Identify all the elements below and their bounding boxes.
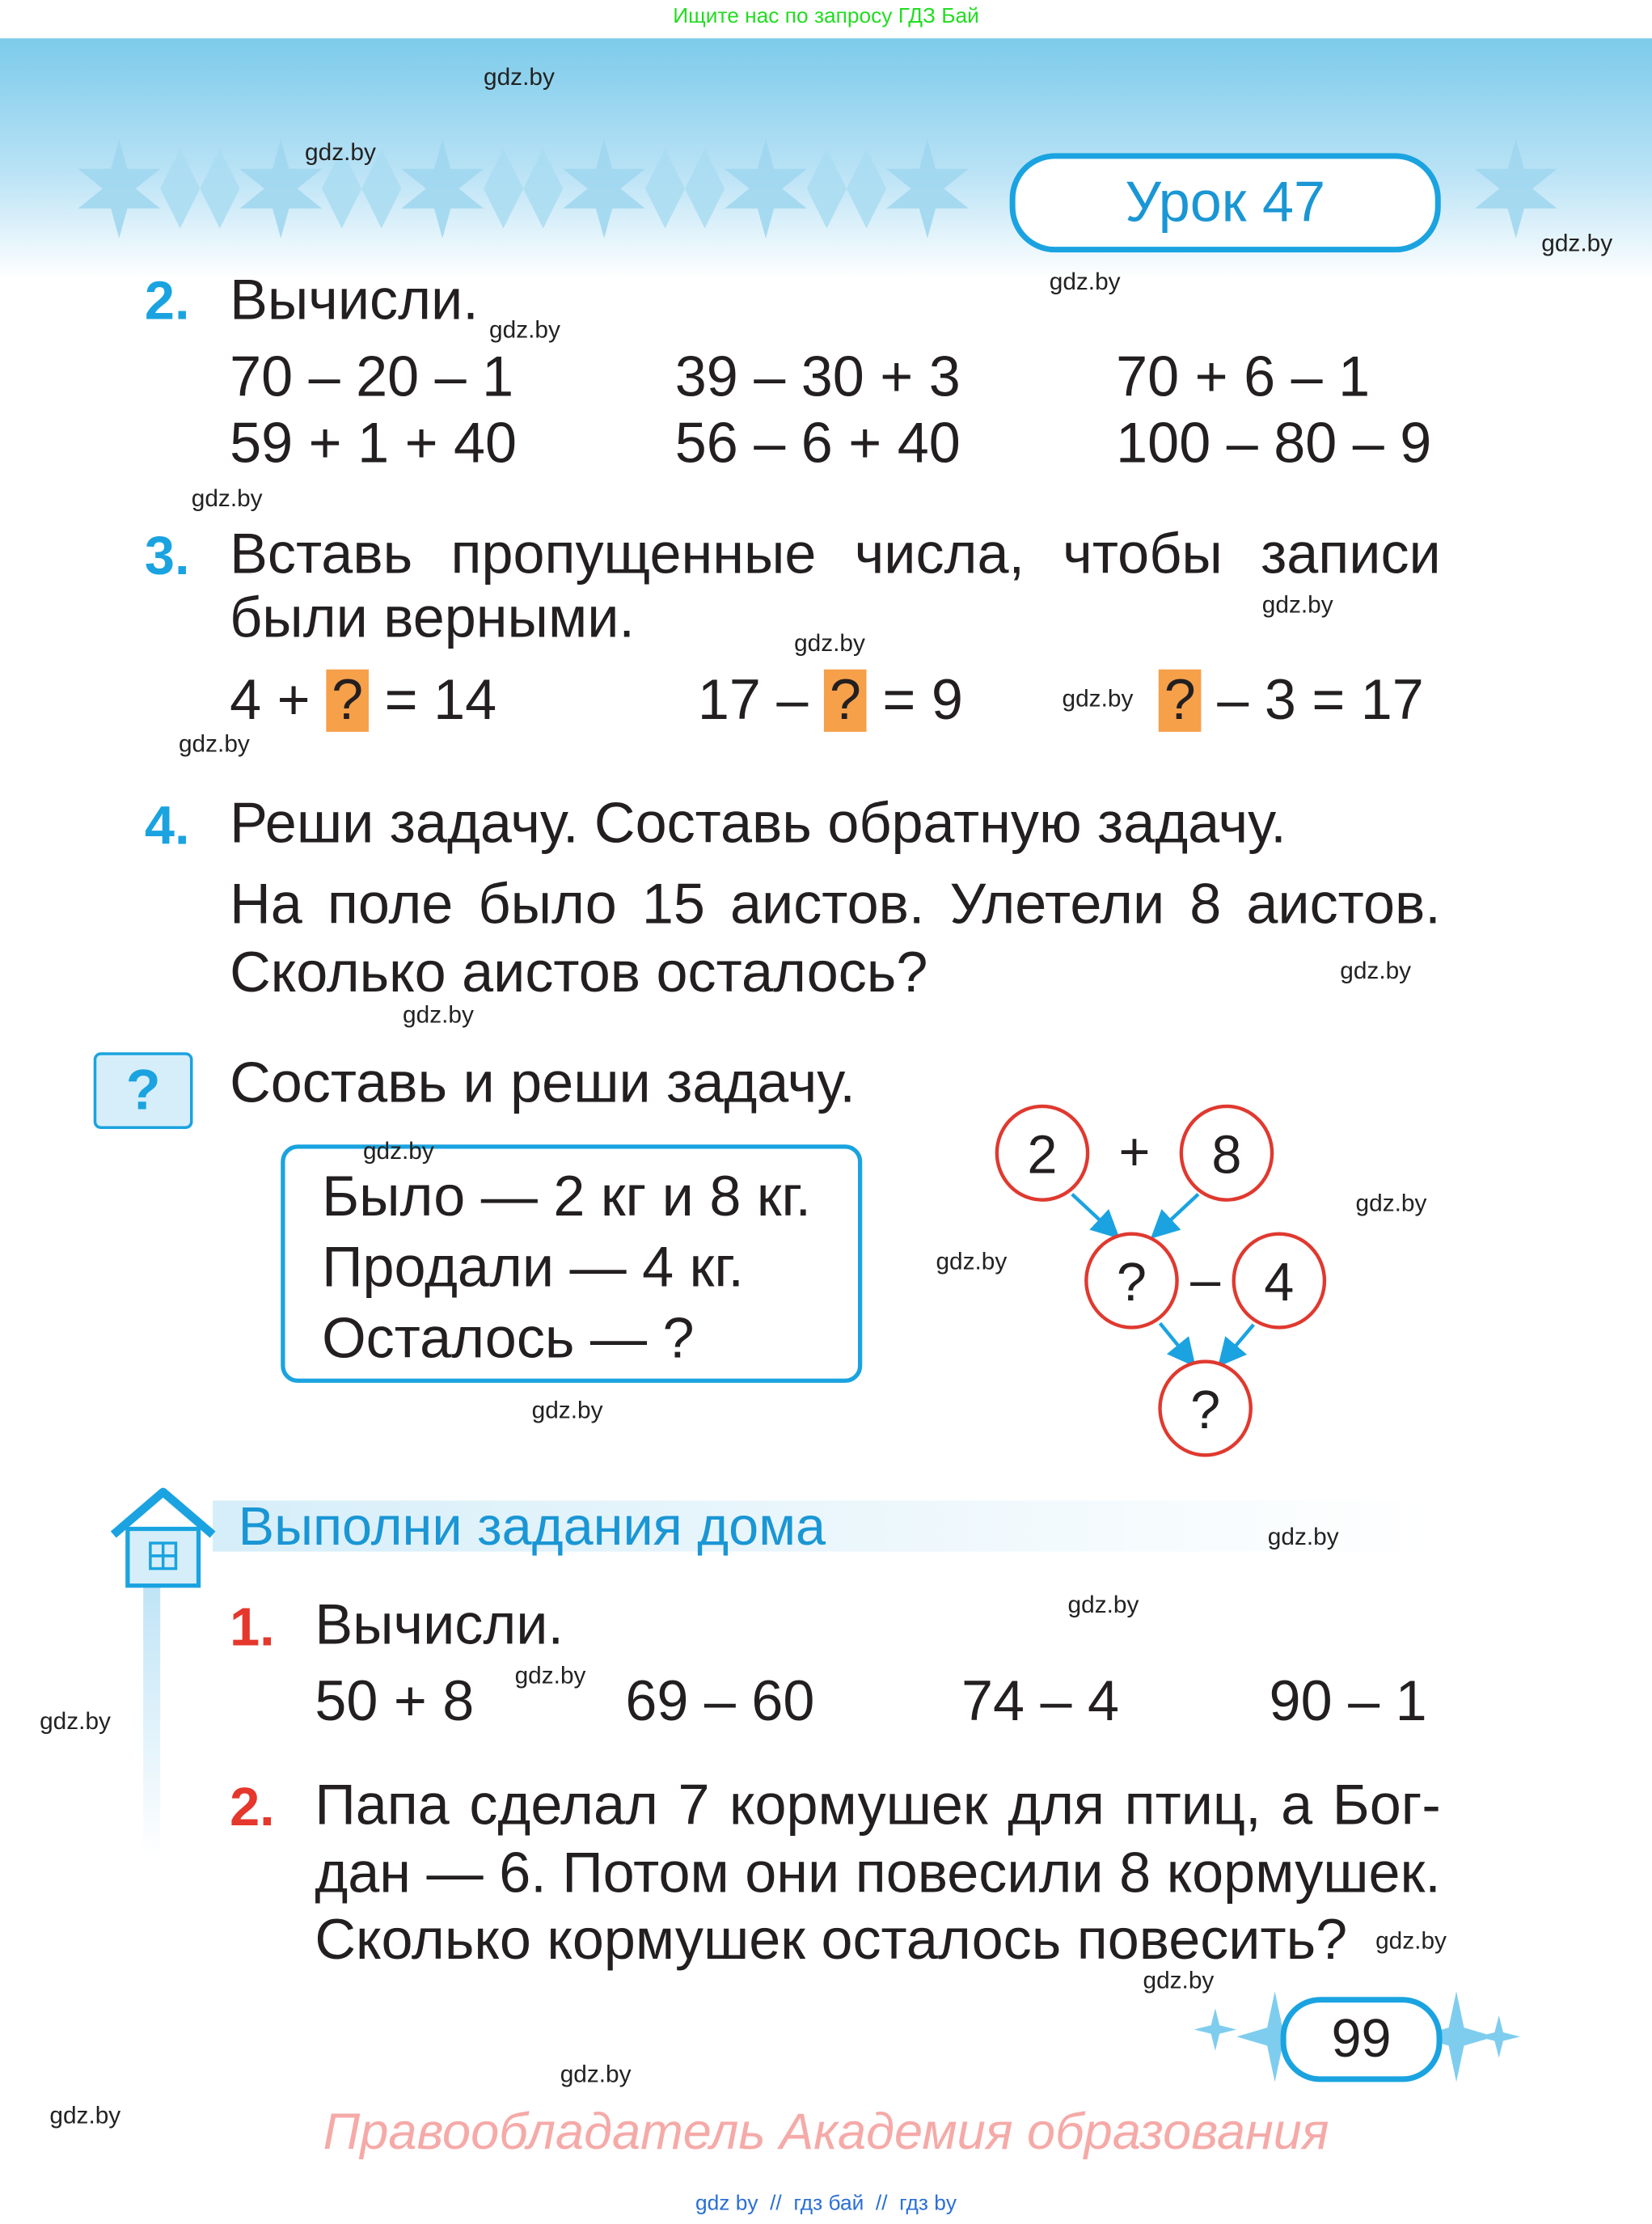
home-task1-title: Вычисли. (315, 1594, 564, 1657)
watermark: gdz.by (178, 730, 250, 758)
watermark: gdz.by (403, 1001, 474, 1029)
word: числа, (854, 523, 1025, 586)
watermark: gdz.by (1340, 957, 1412, 985)
lesson-badge: Урок 47 (1010, 153, 1441, 252)
watermark: gdz.by (1541, 230, 1613, 257)
watermark: gdz.by (1049, 268, 1121, 295)
task2-number: 2. (144, 272, 190, 332)
expr: 74 – 4 (961, 1670, 1120, 1734)
expr: 90 – 1 (1269, 1670, 1427, 1734)
watermark: gdz.by (305, 138, 376, 167)
eq-part: 17 – (697, 669, 824, 732)
expr: 56 – 6 + 40 (674, 412, 961, 476)
expr: 39 – 30 + 3 (674, 345, 961, 409)
home-task2-line: дан — 6. Потом они повесили 8 кормушек. (315, 1842, 1441, 1905)
eq-part: = 14 (369, 669, 497, 732)
node-result: ? (1190, 1380, 1221, 1440)
watermark: gdz.by (1355, 1190, 1427, 1217)
condition-box (281, 1144, 862, 1383)
arrow (1072, 1194, 1115, 1234)
watermark: gdz.by (362, 1137, 434, 1165)
expr: 50 + 8 (315, 1670, 475, 1734)
watermark: gdz.by (1143, 1967, 1215, 1994)
arrow (1156, 1194, 1198, 1234)
op-minus: – (1190, 1249, 1221, 1310)
snowflake-icon (1477, 2015, 1520, 2058)
op-plus: + (1118, 1122, 1151, 1182)
task4-line2: Сколько аистов осталось? (230, 941, 928, 1004)
snowflake-icon (1194, 2008, 1237, 2051)
task2-title: Вычисли. (230, 269, 479, 332)
expr: 70 + 6 – 1 (1116, 345, 1371, 409)
ornament-row (78, 139, 968, 239)
watermark: gdz.by (560, 2061, 632, 2088)
watermark: gdz.by (936, 1248, 1008, 1275)
top-banner[interactable]: Ищите нас по запросу ГДЗ Бай (673, 4, 979, 29)
watermark: gdz.by (794, 629, 865, 657)
word: пропущенные (450, 523, 817, 586)
word: Вставь (230, 523, 413, 586)
node-mid: ? (1116, 1253, 1147, 1313)
task-q-title: Составь и реши задачу. (230, 1052, 856, 1115)
task4-title: Реши задачу. Составь обратную задачу. (230, 793, 1287, 856)
home-task2-line: Сколько кормушек осталось повесить? (315, 1909, 1348, 1972)
page-number: 99 (1281, 1997, 1443, 2082)
watermark: gdz.by (49, 2101, 121, 2129)
task3-number: 3. (144, 527, 190, 588)
equation-3 (1159, 670, 1424, 732)
condition-line: Было — 2 кг и 8 кг. (322, 1165, 812, 1228)
home-task2-number: 2. (230, 1778, 275, 1838)
home-title: Выполни задания дома (238, 1497, 826, 1558)
task4-number: 4. (144, 797, 190, 857)
missing-number-box[interactable]: ? (326, 670, 369, 732)
watermark: gdz.by (489, 316, 560, 344)
watermark: gdz.by (1267, 1523, 1339, 1550)
missing-number-box[interactable]: ? (1159, 670, 1202, 732)
task3-line2: были верными. (230, 587, 635, 650)
house-icon (108, 1483, 218, 1591)
watermark: gdz.by (1067, 1591, 1139, 1618)
footer-links[interactable]: gdz by // гдз бай // гдз by (695, 2191, 957, 2216)
calculation-diagram (978, 1092, 1333, 1474)
watermark: gdz.by (1261, 591, 1333, 619)
condition-line: Осталось — ? (322, 1307, 695, 1371)
eq-part: = 9 (866, 669, 963, 732)
expr: 59 + 1 + 40 (230, 412, 518, 476)
node-a: 2 (1027, 1125, 1058, 1186)
missing-number-box[interactable]: ? (824, 670, 867, 732)
home-task2-line: Папа сделал 7 кормушек для птиц, а Бог- (315, 1774, 1441, 1837)
equation-1 (230, 670, 496, 732)
arrow (1223, 1325, 1254, 1362)
node-c: 4 (1264, 1253, 1295, 1313)
node-b: 8 (1211, 1125, 1242, 1186)
watermark: gdz.by (531, 1397, 603, 1424)
watermark: gdz.by (40, 1707, 111, 1735)
equation-2 (698, 670, 963, 732)
ornament-right (1475, 139, 1557, 239)
watermark: gdz.by (1062, 685, 1134, 712)
word: записи (1261, 523, 1441, 586)
condition-line: Продали — 4 кг. (322, 1237, 744, 1300)
eq-part: 4 + (230, 669, 327, 732)
watermark: gdz.by (1375, 1927, 1447, 1955)
copyright: Правообладатель Академия образования (323, 2101, 1329, 2160)
expr: 70 – 20 – 1 (230, 345, 514, 409)
task4-line1: На поле было 15 аистов. Улетели 8 аистов. (230, 873, 1441, 937)
word: чтобы (1063, 523, 1223, 586)
eq-part: – 3 = 17 (1201, 669, 1424, 732)
expr: 69 – 60 (625, 1670, 815, 1734)
question-icon: ? (94, 1052, 193, 1129)
home-side-line (143, 1586, 160, 1855)
expr: 100 – 80 – 9 (1116, 412, 1432, 476)
home-task1-number: 1. (230, 1598, 275, 1659)
watermark: gdz.by (514, 1662, 586, 1689)
watermark: gdz.by (191, 484, 263, 513)
watermark: gdz.by (484, 63, 555, 91)
arrow (1160, 1323, 1192, 1361)
task3-line1 (230, 523, 1441, 586)
